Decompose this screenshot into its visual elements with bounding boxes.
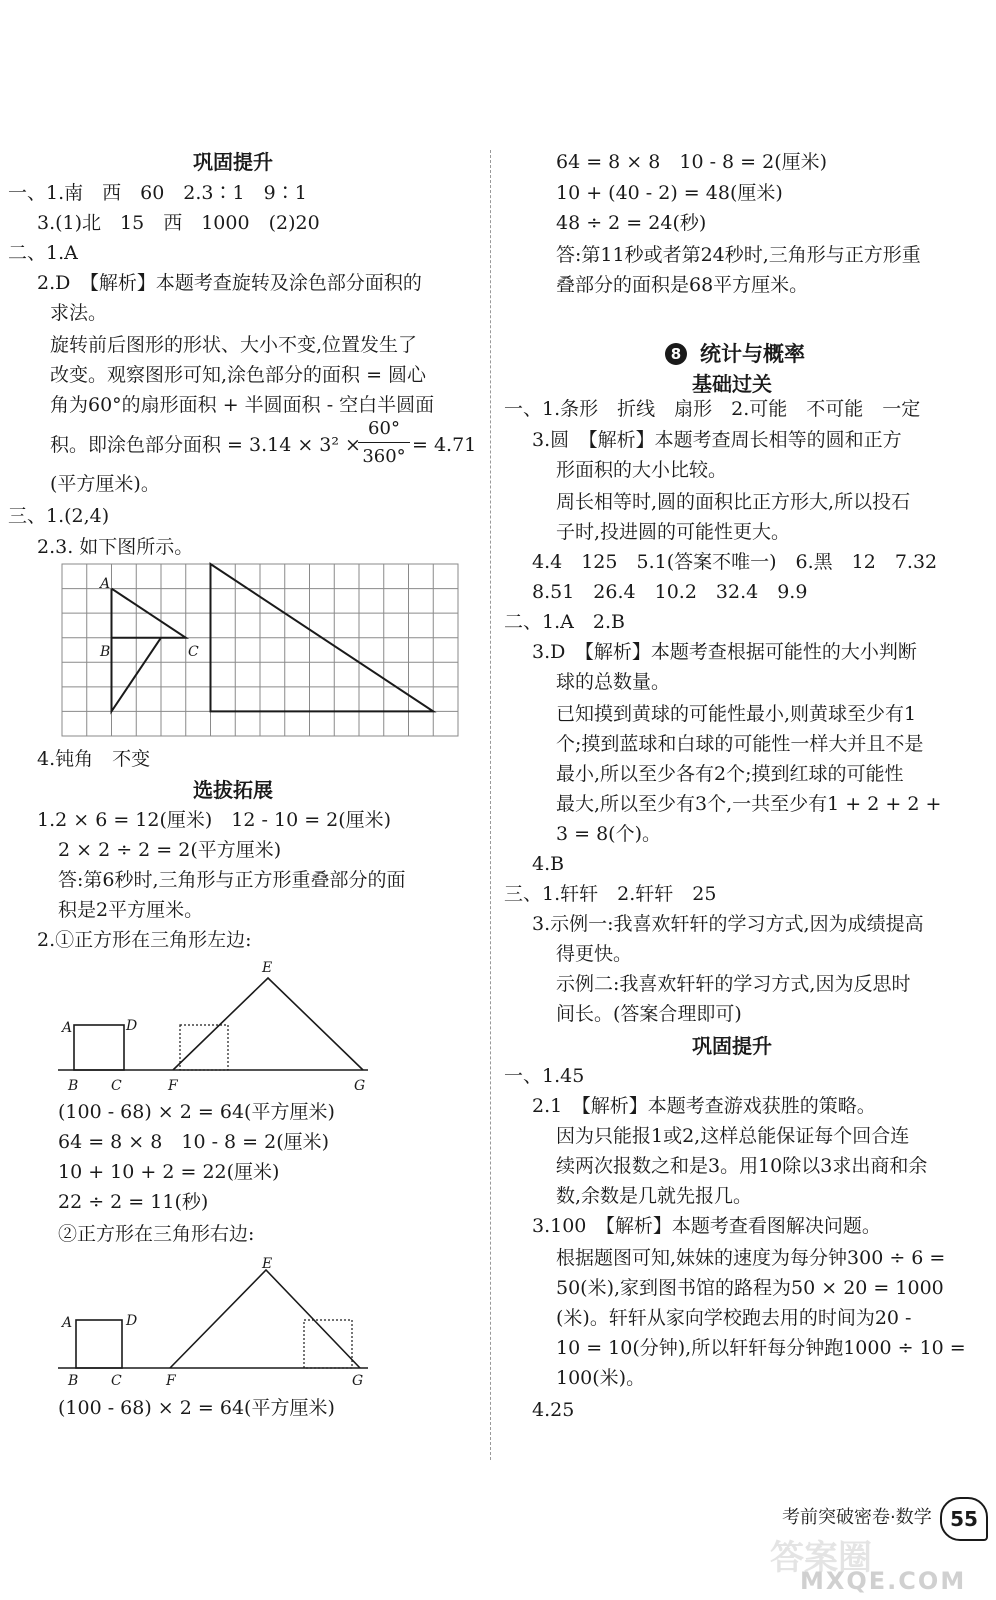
answer-line: 答:第11秒或者第24秒时,三角形与正方形重 bbox=[556, 244, 921, 266]
answer-line: 100(米)。 bbox=[556, 1367, 646, 1389]
answer-line: 3.圆 【解析】本题考查周长相等的圆和正方 bbox=[532, 429, 902, 451]
answer-line: 个;摸到蓝球和白球的可能性一样大并且不是 bbox=[556, 733, 924, 755]
answer-line: (平方厘米)。 bbox=[50, 473, 160, 495]
answer-line: 1.2 × 6 = 12(厘米) 12 - 10 = 2(厘米) bbox=[37, 809, 392, 831]
heading-xuanba-tuozhan: 选拔拓展 bbox=[193, 778, 273, 802]
fig1-label-b: B bbox=[68, 1078, 79, 1094]
answer-line: 最小,所以至少各有2个;摸到红球的可能性 bbox=[556, 763, 904, 785]
answer-line: 22 ÷ 2 = 11(秒) bbox=[58, 1191, 209, 1213]
grid-triangle-figure bbox=[62, 564, 460, 740]
answer-line: 二、1.A bbox=[8, 242, 78, 264]
fig2-label-f: F bbox=[166, 1373, 176, 1389]
answer-line: 2 × 2 ÷ 2 = 2(平方厘米) bbox=[58, 839, 282, 861]
answer-line: 得更快。 bbox=[556, 943, 633, 965]
answer-line: 3.示例一:我喜欢轩轩的学习方式,因为成绩提高 bbox=[532, 913, 924, 935]
answer-line: 求法。 bbox=[50, 302, 108, 324]
answer-line: 三、1.轩轩 2.轩轩 25 bbox=[504, 883, 717, 905]
fig2-label-e: E bbox=[262, 1256, 273, 1272]
grid-label-a: A bbox=[100, 576, 111, 592]
answer-line: 子时,投进圆的可能性更大。 bbox=[556, 521, 791, 543]
answer-line: 改变。观察图形可知,涂色部分的面积 = 圆心 bbox=[50, 364, 427, 386]
answer-line: 4.B bbox=[532, 853, 565, 875]
answer-line: = 4.71 bbox=[412, 434, 477, 456]
heading-jichu-guoguan: 基础过关 bbox=[692, 372, 772, 396]
grid-label-b: B bbox=[100, 644, 111, 660]
book-title-footer: 考前突破密卷·数学 bbox=[782, 1507, 932, 1528]
answer-line: 一、1.条形 折线 扇形 2.可能 不可能 一定 bbox=[504, 398, 921, 420]
square-left-triangle-figure bbox=[58, 960, 370, 1072]
fraction-denominator: 360° bbox=[362, 446, 406, 467]
fig1-label-e: E bbox=[262, 960, 273, 976]
answer-line: 4.钝角 不变 bbox=[37, 748, 151, 770]
square-right-triangle-figure bbox=[58, 1258, 370, 1370]
answer-line: 一、1.45 bbox=[504, 1065, 585, 1087]
answer-line: 50(米),家到图书馆的路程为50 × 20 = 1000 bbox=[556, 1277, 944, 1299]
answer-line: 积是2平方厘米。 bbox=[58, 899, 204, 921]
watermark-logo: 答案圈 bbox=[770, 1538, 872, 1578]
answer-line: 续两次报数之和是3。用10除以3求出商和余 bbox=[556, 1155, 928, 1177]
answer-line: 10 + (40 - 2) = 48(厘米) bbox=[556, 182, 783, 204]
answer-line: 10 = 10(分钟),所以轩轩每分钟跑1000 ÷ 10 = bbox=[556, 1337, 966, 1359]
answer-line: 二、1.A 2.B bbox=[504, 611, 625, 633]
fig2-label-d: D bbox=[126, 1313, 138, 1329]
answer-line: 根据题图可知,妹妹的速度为每分钟300 ÷ 6 = bbox=[556, 1247, 946, 1269]
answer-line: 4.4 125 5.1(答案不唯一) 6.黑 12 7.32 bbox=[532, 551, 938, 573]
fig1-label-c: C bbox=[111, 1078, 122, 1094]
fig1-label-d: D bbox=[126, 1018, 138, 1034]
answer-line: ②正方形在三角形右边: bbox=[58, 1223, 255, 1245]
answer-line: (100 - 68) × 2 = 64(平方厘米) bbox=[58, 1397, 335, 1419]
answer-line: 2.①正方形在三角形左边: bbox=[37, 929, 252, 951]
answer-line: 48 ÷ 2 = 24(秒) bbox=[556, 212, 707, 234]
fig2-label-g: G bbox=[352, 1373, 364, 1389]
answer-line: 2.D 【解析】本题考查旋转及涂色部分面积的 bbox=[37, 272, 422, 294]
answer-line: 叠部分的面积是68平方厘米。 bbox=[556, 274, 809, 296]
answer-line: 2.3. 如下图所示。 bbox=[37, 536, 194, 558]
answer-line: 旋转前后图形的形状、大小不变,位置发生了 bbox=[50, 334, 418, 356]
section-title: 统计与概率 bbox=[700, 342, 805, 366]
answer-line: 3.100 【解析】本题考查看图解决问题。 bbox=[532, 1215, 881, 1237]
fig1-label-g: G bbox=[354, 1078, 366, 1094]
page-number-badge: 55 bbox=[940, 1497, 988, 1541]
answer-line: 因为只能报1或2,这样总能保证每个回合连 bbox=[556, 1125, 910, 1147]
answer-line: 已知摸到黄球的可能性最小,则黄球至少有1 bbox=[556, 703, 917, 725]
fig2-label-c: C bbox=[111, 1373, 122, 1389]
grid-label-c: C bbox=[188, 644, 199, 660]
answer-line: (米)。轩轩从家向学校跑去用的时间为20 - bbox=[556, 1307, 912, 1329]
answer-line: 一、1.南 西 60 2.3∶1 9∶1 bbox=[8, 182, 307, 204]
answer-line: 示例二:我喜欢轩轩的学习方式,因为反思时 bbox=[556, 973, 911, 995]
watermark-site: MXQE.COM bbox=[800, 1567, 967, 1595]
fig2-label-a: A bbox=[62, 1315, 73, 1331]
answer-line: 64 = 8 × 8 10 - 8 = 2(厘米) bbox=[556, 151, 828, 173]
answer-line: 64 = 8 × 8 10 - 8 = 2(厘米) bbox=[58, 1131, 330, 1153]
answer-line: 8.51 26.4 10.2 32.4 9.9 bbox=[532, 581, 808, 603]
answer-line: 10 + 10 + 2 = 22(厘米) bbox=[58, 1161, 280, 1183]
answer-line: 形面积的大小比较。 bbox=[556, 459, 728, 481]
answer-line: 答:第6秒时,三角形与正方形重叠部分的面 bbox=[58, 869, 406, 891]
heading-gonggu-tisheng: 巩固提升 bbox=[193, 150, 273, 174]
answer-line: 角为60°的扇形面积 + 半圆面积 - 空白半圆面 bbox=[50, 394, 435, 416]
heading-gonggu-tisheng-2: 巩固提升 bbox=[692, 1034, 772, 1058]
section-number-badge: 8 bbox=[665, 343, 687, 365]
answer-line: 间长。(答案合理即可) bbox=[556, 1003, 742, 1025]
fig1-label-a: A bbox=[62, 1020, 73, 1036]
answer-line: 数,余数是几就先报几。 bbox=[556, 1185, 753, 1207]
answer-line: 3 = 8(个)。 bbox=[556, 823, 662, 845]
fig1-label-f: F bbox=[168, 1078, 178, 1094]
answer-line: 积。即涂色部分面积 = 3.14 × 3² × bbox=[50, 434, 361, 456]
answer-line: 周长相等时,圆的面积比正方形大,所以投石 bbox=[556, 491, 911, 513]
fraction-bar bbox=[358, 442, 410, 443]
answer-line: 3.D 【解析】本题考查根据可能性的大小判断 bbox=[532, 641, 917, 663]
answer-line: 最大,所以至少有3个,一共至少有1 + 2 + 2 + bbox=[556, 793, 942, 815]
fraction-numerator: 60° bbox=[368, 418, 400, 439]
column-divider bbox=[490, 150, 491, 1460]
answer-line: 2.1 【解析】本题考查游戏获胜的策略。 bbox=[532, 1095, 876, 1117]
fig2-label-b: B bbox=[68, 1373, 79, 1389]
answer-line: 4.25 bbox=[532, 1399, 575, 1421]
answer-line: 3.(1)北 15 西 1000 (2)20 bbox=[37, 212, 320, 234]
answer-line: (100 - 68) × 2 = 64(平方厘米) bbox=[58, 1101, 335, 1123]
answer-line: 球的总数量。 bbox=[556, 671, 671, 693]
answer-line: 三、1.(2,4) bbox=[8, 505, 110, 527]
